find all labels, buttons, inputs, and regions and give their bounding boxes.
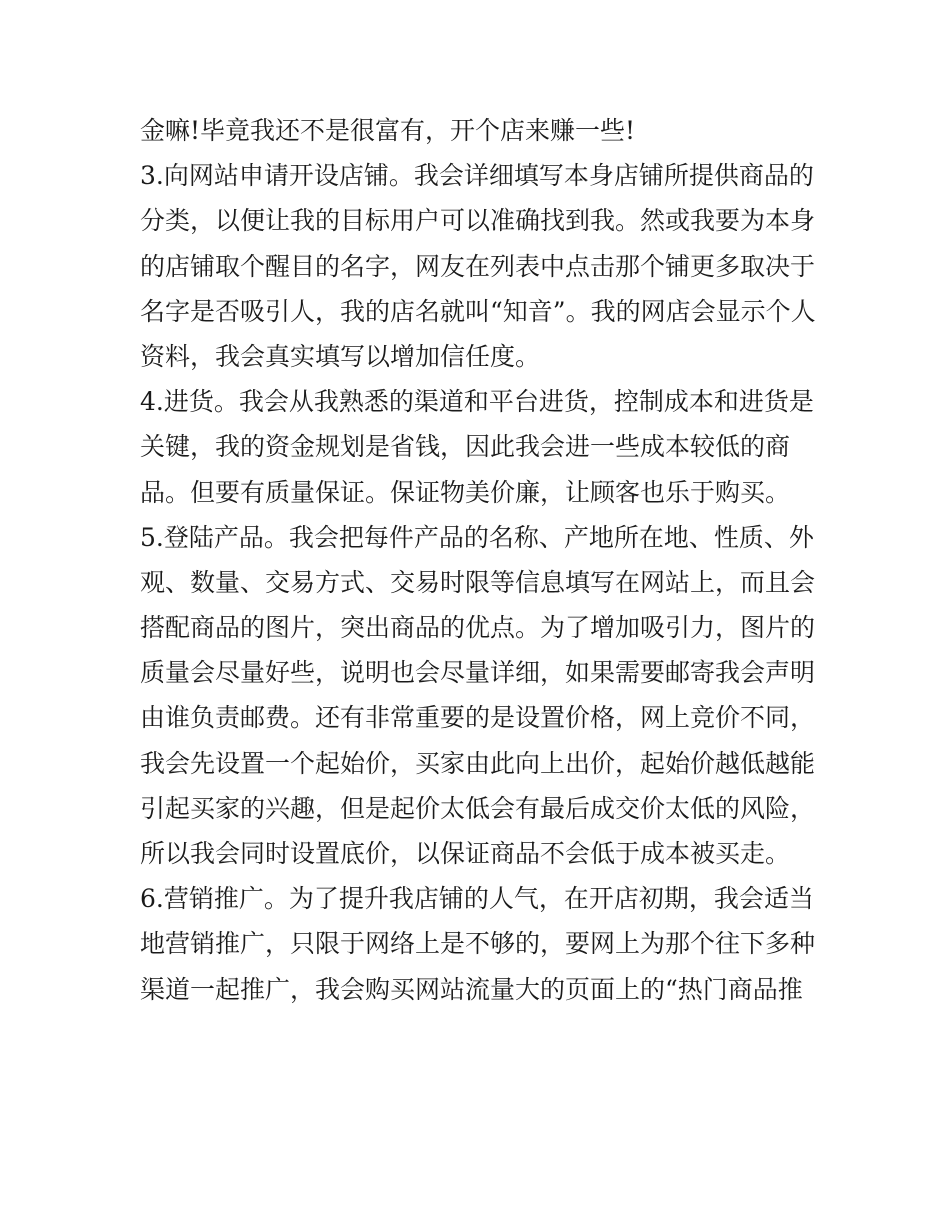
text-line: 引起买家的兴趣，但是起价太低会有最后成交价太低的风险， xyxy=(140,793,816,823)
text-line: 关键，我的资金规划是省钱，因此我会进一些成本较低的商 xyxy=(140,432,791,462)
text-line: 渠道一起推广，我会购买网站流量大的页面上的“热门商品推 xyxy=(140,974,803,1004)
text-line: 由谁负责邮费。还有非常重要的是设置价格，网上竞价不同， xyxy=(140,703,816,733)
text-line: 5.登陆产品。我会把每件产品的名称、产地所在地、性质、外 xyxy=(140,522,814,552)
text-line: 的店铺取个醒目的名字，网友在列表中点击那个铺更多取决于 xyxy=(140,251,816,281)
text-line: 我会先设置一个起始价，买家由此向上出价，起始价越低越能 xyxy=(140,748,816,778)
text-line: 4.进货。我会从我熟悉的渠道和平台进货，控制成本和进货是 xyxy=(140,387,814,417)
text-line: 质量会尽量好些，说明也会尽量详细，如果需要邮寄我会声明 xyxy=(140,658,816,688)
text-line: 分类，以便让我的目标用户可以准确找到我。然或我要为本身 xyxy=(140,206,816,236)
text-line: 6.营销推广。为了提升我店铺的人气，在开店初期，我会适当 xyxy=(140,884,814,914)
text-line: 3.向网站申请开设店铺。我会详细填写本身店铺所提供商品的 xyxy=(140,161,814,191)
text-line: 金嘛!毕竟我还不是很富有，开个店来赚一些! xyxy=(140,116,636,145)
text-line: 所以我会同时设置底价，以保证商品不会低于成本被买走。 xyxy=(140,839,791,868)
text-line: 名字是否吸引人，我的店名就叫“知音”。我的网店会显示个人 xyxy=(140,296,816,326)
document-body xyxy=(140,108,830,1012)
text-line: 资料，我会真实填写以增加信任度。 xyxy=(140,341,541,371)
text-line: 地营销推广，只限于网络上是不够的，要网上为那个往下多种 xyxy=(140,929,816,959)
text-line: 搭配商品的图片，突出商品的优点。为了增加吸引力，图片的 xyxy=(140,613,816,643)
text-line: 品。但要有质量保证。保证物美价廉，让顾客也乐于购买。 xyxy=(140,477,791,507)
text-line: 观、数量、交易方式、交易时限等信息填写在网站上，而且会 xyxy=(140,567,816,597)
